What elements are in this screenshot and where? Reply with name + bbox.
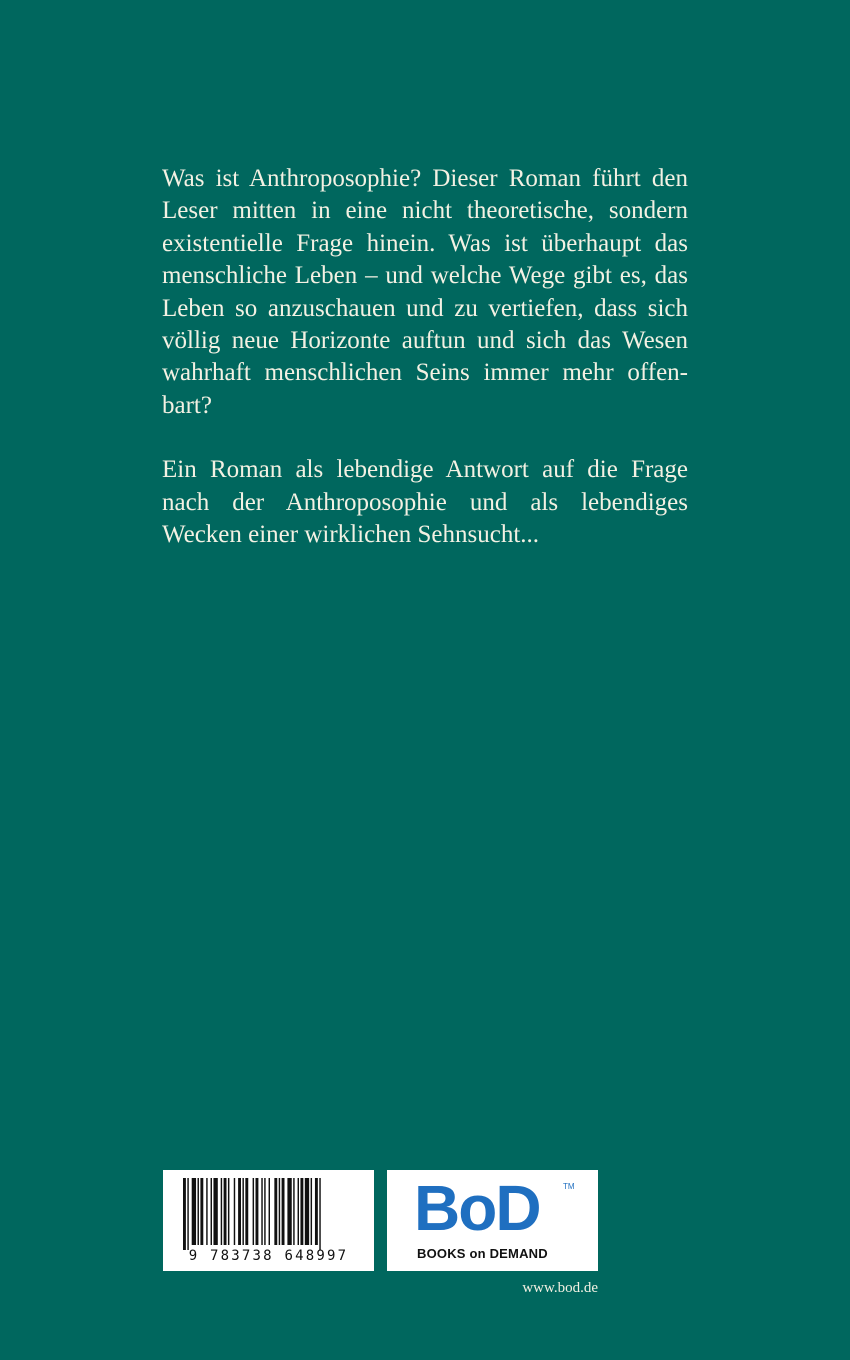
back-cover-blurb	[162, 163, 688, 551]
barcode-bar	[274, 1178, 277, 1245]
barcode-bar	[253, 1178, 254, 1245]
barcode-bar	[224, 1178, 227, 1245]
bod-logo: BoD	[414, 1172, 540, 1244]
publisher-tagline: BOOKS on DEMAND	[417, 1246, 548, 1261]
barcode-bar	[242, 1178, 243, 1245]
barcode-bar	[198, 1178, 199, 1245]
barcode-bar	[279, 1178, 280, 1245]
trademark-mark: TM	[563, 1182, 575, 1191]
publisher-logo-box	[387, 1170, 598, 1271]
barcode-bar	[305, 1178, 309, 1245]
blurb-paragraph-2: Ein Roman als lebendige Antwort auf die Frage nach der Anthroposophie und als lebendiges Wecken einer wirklichen Sehnsucht...	[162, 456, 688, 549]
barcode-bar	[206, 1178, 207, 1245]
isbn-number: 9 783738 648997	[188, 1248, 349, 1264]
barcode-bar	[187, 1178, 188, 1250]
barcode-bar	[264, 1178, 265, 1245]
barcode-bar	[282, 1178, 285, 1245]
barcode-bar	[293, 1178, 294, 1245]
barcode-bar	[211, 1178, 212, 1245]
blurb-paragraph-1: Was ist Anthroposophie? Dieser Roman führt den Leser mitten in eine nicht theoretische, sondern existentielle Frage hinein. Was ist überhaupt das menschliche Leben – und welche Wege gibt es, das Leben so anzuschauen und zu vertiefen, dass sich völlig neue Horizonte auftun und sich das Wesen wahrhaft menschlichen Seins immer mehr offenbart?	[162, 165, 688, 419]
barcode-bar	[221, 1178, 222, 1245]
isbn-barcode	[163, 1170, 374, 1271]
barcode-bar	[213, 1178, 217, 1245]
barcode-bar	[234, 1178, 235, 1245]
barcode-bar	[298, 1178, 299, 1245]
barcode-bar	[311, 1178, 312, 1245]
barcode-bar	[245, 1178, 248, 1245]
barcode-bar	[269, 1178, 270, 1245]
barcode-bar	[200, 1178, 203, 1245]
barcode-bar	[192, 1178, 196, 1245]
barcode-bar	[287, 1178, 291, 1245]
barcode-bar	[261, 1178, 262, 1245]
barcode-bar	[319, 1178, 320, 1250]
barcode-bar	[256, 1178, 259, 1245]
barcode-bar	[183, 1178, 186, 1250]
barcode-bar	[238, 1178, 241, 1245]
publisher-website: www.bod.de	[522, 1280, 598, 1296]
barcode-bar	[300, 1178, 303, 1245]
barcode-bar	[228, 1178, 229, 1245]
barcode-bar	[315, 1178, 318, 1245]
